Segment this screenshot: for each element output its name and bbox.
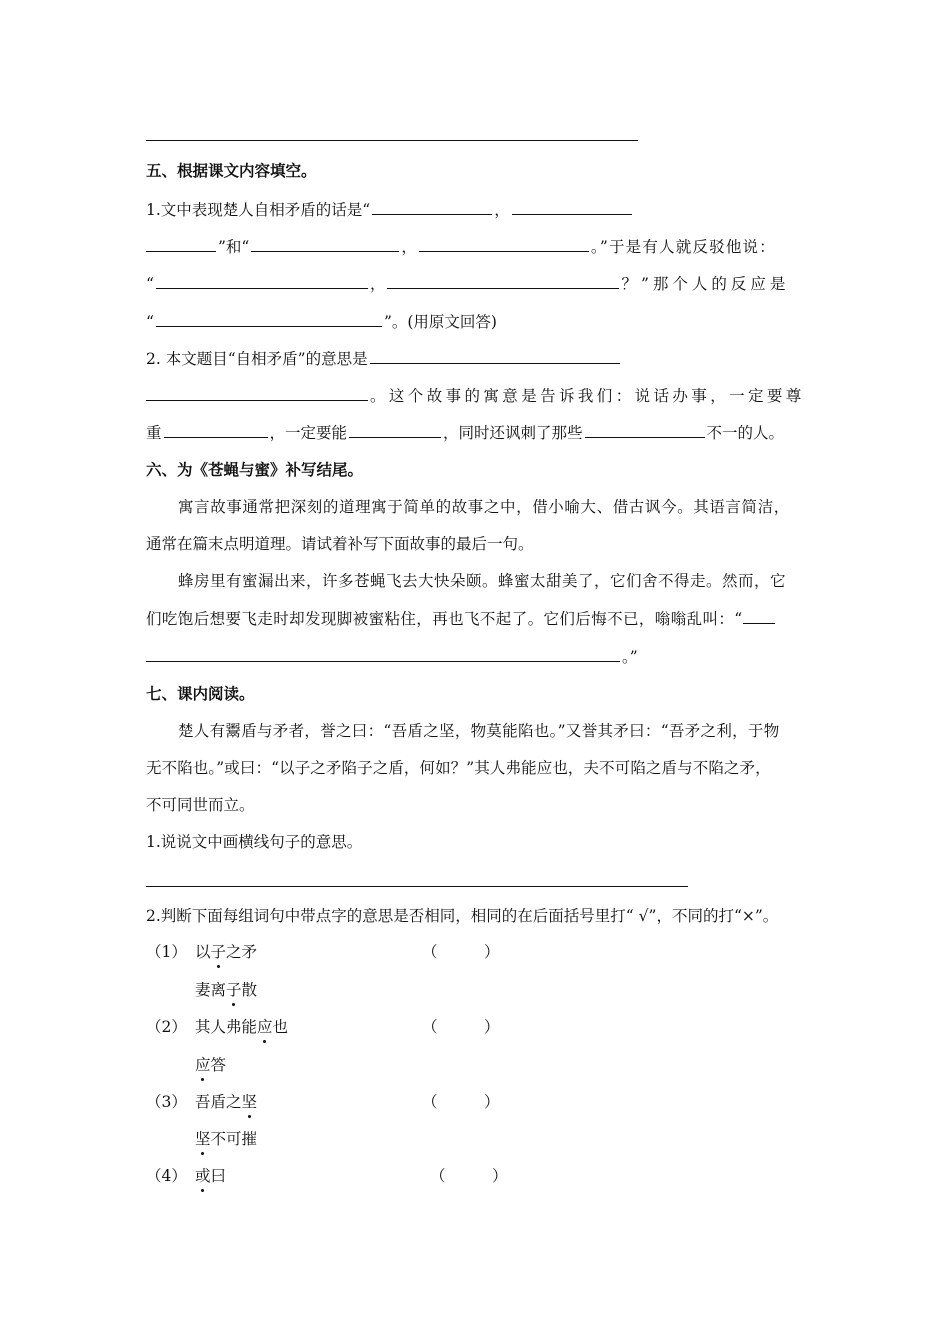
item-1-answer-paren[interactable]: （ ） xyxy=(422,943,500,961)
dotted-char: 子 xyxy=(210,943,227,961)
item-4-num: （4） xyxy=(146,1167,187,1185)
dotted-char: 坚 xyxy=(241,1093,258,1111)
item-2-b xyxy=(195,1054,226,1076)
s5-q2-respect: 重 xyxy=(146,424,162,442)
text: 以 xyxy=(195,943,211,961)
dotted-char: 子 xyxy=(226,981,242,999)
text: 吾盾之 xyxy=(195,1093,242,1111)
item-1-b xyxy=(195,979,257,1001)
item-3-answer-paren[interactable]: （ ） xyxy=(422,1093,500,1111)
blank-9[interactable] xyxy=(370,347,620,364)
section-6-title: 六、为《苍蝇与蜜》补写结尾。 xyxy=(146,461,364,479)
answer-line-top[interactable] xyxy=(146,140,638,141)
s7-q1: 1.说说文中画横线句子的意思。 xyxy=(146,833,363,851)
blank-2[interactable] xyxy=(512,198,632,215)
text: 不可摧 xyxy=(210,1130,258,1148)
blank-1[interactable] xyxy=(372,198,492,215)
item-2-num: （2） xyxy=(146,1018,187,1036)
quote-open: “ xyxy=(146,275,154,293)
text: 答 xyxy=(210,1056,227,1074)
item-1-num: （1） xyxy=(146,943,187,961)
item-3-num: （3） xyxy=(146,1093,187,1111)
text: 散 xyxy=(241,981,258,999)
item-4-answer-paren[interactable]: （ ） xyxy=(430,1167,508,1185)
blank-14[interactable] xyxy=(743,607,775,624)
text: 妻离 xyxy=(195,981,227,999)
text: 其人弗能 xyxy=(195,1018,258,1036)
s6-para2-line3 xyxy=(146,645,638,668)
blank-7[interactable] xyxy=(387,272,619,289)
item-4-a xyxy=(195,1165,226,1187)
item-2-answer-paren[interactable]: （ ） xyxy=(422,1018,500,1036)
s5-q1-and: ”和“ xyxy=(218,238,250,256)
s5-q2-moral: 。这个故事的寓意是告诉我们：说话办事，一定要尊 xyxy=(370,387,805,405)
s5-q1-line3 xyxy=(146,272,789,295)
s6-para1-line1: 寓言故事通常把深刻的道理寓于简单的故事之中，借小喻大、借古讽今。其语言简洁， xyxy=(178,498,790,516)
blank-3[interactable] xyxy=(146,235,216,252)
s5-q1-line2 xyxy=(146,235,776,258)
s6-story-text: 们吃饱后想要飞走时却发现脚被蜜粘住，再也飞不起了。它们后悔不已，嗡嗡乱叫：“ xyxy=(146,610,743,628)
dotted-char: 应 xyxy=(257,1018,273,1036)
s5-q2-satire: ，同时还讽刺了那些 xyxy=(443,424,583,442)
s5-q1-line1 xyxy=(146,198,634,221)
blank-15[interactable] xyxy=(146,645,620,662)
s5-q2-text: 2. 本文题目“自相矛盾”的意思是 xyxy=(146,350,368,368)
section-7-title: 七、课内阅读。 xyxy=(146,685,255,703)
s6-para1-line2: 通常在篇末点明道理。请试着补写下面故事的最后一句。 xyxy=(146,535,534,553)
s5-q1-note: ”。(用原文回答) xyxy=(383,313,497,331)
s7-q2: 2.判断下面每组词句中带点字的意思是否相同，相同的在后面括号里打“ √”，不同的打“×”。 xyxy=(146,907,779,925)
section-5-title: 五、根据课文内容填空。 xyxy=(146,162,317,180)
item-2-a xyxy=(195,1016,288,1038)
answer-line-s7-q1[interactable] xyxy=(146,886,688,887)
text: 曰 xyxy=(210,1167,227,1185)
s5-q1-reaction: ？”那个人的反应是 xyxy=(621,275,790,293)
text: 之矛 xyxy=(226,943,258,961)
comma: ， xyxy=(494,201,510,219)
comma: ， xyxy=(401,238,417,256)
s5-q2-able: ，一定要能 xyxy=(269,424,348,442)
s7-passage-line1: 楚人有鬻盾与矛者，誉之曰：“吾盾之坚，物莫能陷也。”又誉其矛曰：“吾矛之利，于物 xyxy=(178,722,780,740)
dotted-char: 坚 xyxy=(195,1130,211,1148)
s5-q1-text: 1.文中表现楚人自相矛盾的话是“ xyxy=(146,201,371,219)
s7-passage-line2: 无不陷也。”或曰：“以子之矛陷子之盾，何如？”其人弗能应也，夫不可陷之盾与不陷之矛， xyxy=(146,759,771,777)
s5-q2-line3 xyxy=(146,421,784,444)
s5-q1-rebut: 。”于是有人就反驳他说： xyxy=(590,238,776,256)
s5-q1-line4 xyxy=(146,310,497,333)
dotted-char: 应 xyxy=(195,1056,211,1074)
blank-6[interactable] xyxy=(156,272,368,289)
s5-q2-end: 不一的人。 xyxy=(706,424,785,442)
s6-para2-line2 xyxy=(146,607,777,630)
s5-q2-line1 xyxy=(146,347,622,370)
item-3-b xyxy=(195,1128,257,1150)
s5-q2-line2 xyxy=(146,384,805,407)
comma: ， xyxy=(369,275,386,293)
item-3-a xyxy=(195,1091,257,1113)
blank-5[interactable] xyxy=(419,235,589,252)
quote-open: “ xyxy=(146,313,154,331)
text: 也 xyxy=(272,1018,289,1036)
blank-11[interactable] xyxy=(164,421,268,438)
blank-13[interactable] xyxy=(585,421,705,438)
dotted-char: 或 xyxy=(195,1167,211,1185)
s7-passage-line3: 不可同世而立。 xyxy=(146,796,255,814)
blank-8[interactable] xyxy=(156,310,382,327)
s6-para2-line1: 蜂房里有蜜漏出来，许多苍蝇飞去大快朵颐。蜂蜜太甜美了，它们舍不得走。然而，它 xyxy=(178,572,787,590)
blank-12[interactable] xyxy=(349,421,441,438)
blank-4[interactable] xyxy=(251,235,399,252)
item-1-a xyxy=(195,941,257,963)
quote-close: 。” xyxy=(622,648,638,666)
blank-10[interactable] xyxy=(146,384,368,401)
